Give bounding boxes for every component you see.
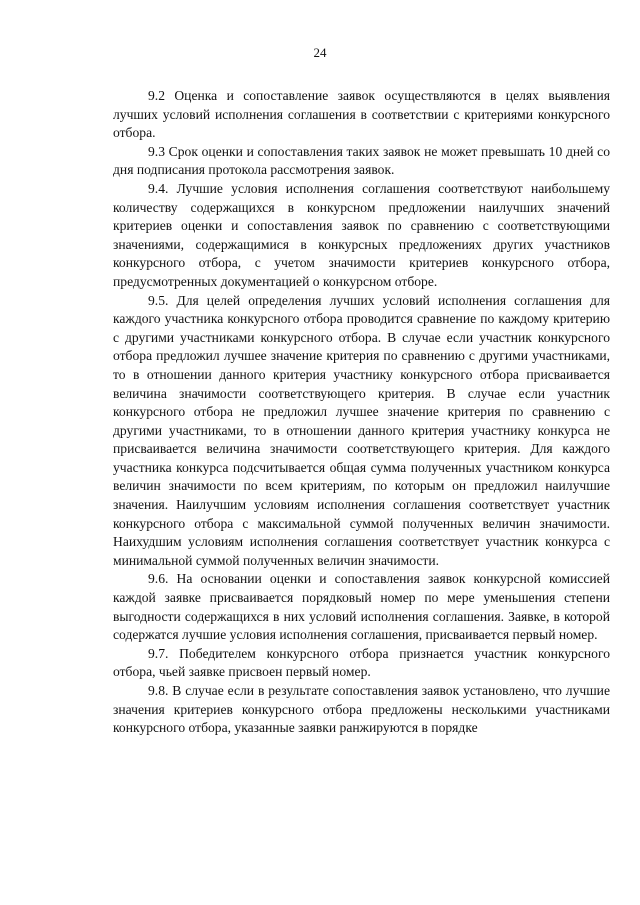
- paragraph-9-6: 9.6. На основании оценки и сопоставления заявок конкурсной комиссией каждой заявке присваивается порядковый номер по мере уменьшения степени выгодности содержащихся в них условий исполнения соглашения. Заявке, в которой содержатся лучшие условия исполнения соглашения, присваивается первый номер.: [113, 571, 610, 643]
- paragraph-9-8: 9.8. В случае если в результате сопоставления заявок установлено, что лучшие значения критериев конкурсного отбора предложены несколькими участниками конкурсного отбора, указанные заявки ранжируются в порядке: [113, 683, 610, 736]
- paragraph-9-4: 9.4. Лучшие условия исполнения соглашения соответствуют наибольшему количеству содержащихся в конкурсном предложении наилучших значений критериев оценки и сопоставления заявок по сравнению с соответствующими значениями, содержащимися в конкурсных предложениях других участников конкурсного отбора, с учетом значимости критериев конкурсного отбора, предусмотренных документацией о конкурсном отборе.: [113, 180, 610, 289]
- paragraph-9-2: 9.2 Оценка и сопоставление заявок осуществляются в целях выявления лучших условий исполнения соглашения в соответствии с критериями конкурсного отбора.: [113, 88, 610, 141]
- paragraph-9-7: 9.7. Победителем конкурсного отбора признается участник конкурсного отбора, чьей заявке присвоен первый номер.: [113, 645, 610, 680]
- paragraph-9-5: 9.5. Для целей определения лучших условий исполнения соглашения для каждого участника конкурсного отбора проводится сравнение по каждому критерию с другими участниками конкурсного отбора. В случае если участник конкурсного отбора предложил лучшее значение критерия по сравнению с другими участниками, то в отношении данного критерия участнику конкурсного отбора присваивается величина значимости соответствующего критерия. В случае если участник конкурсного отбора не предложил лучшее значение критерия по сравнению с другими участниками, то в отношении данного критерия участнику конкурса не присваивается величина значимости соответствующего критерия. Для каждого участника конкурса подсчитывается общая сумма полученных участником конкурса величин значимости по всем критериям, по которым он предложил наилучшие значения. Наилучшим условиям исполнения соглашения соответствует участник конкурсного отбора с максимальной суммой полученных величин значимости. Наихудшим условиям исполнения соглашения соответствует участник конкурса с минимальной суммой полученных величин значимости.: [113, 292, 610, 568]
- paragraph-9-3: 9.3 Срок оценки и сопоставления таких заявок не может превышать 10 дней со дня подписания протокола рассмотрения заявок.: [113, 143, 610, 178]
- document-body: [113, 87, 610, 738]
- page-number: 24: [313, 45, 327, 60]
